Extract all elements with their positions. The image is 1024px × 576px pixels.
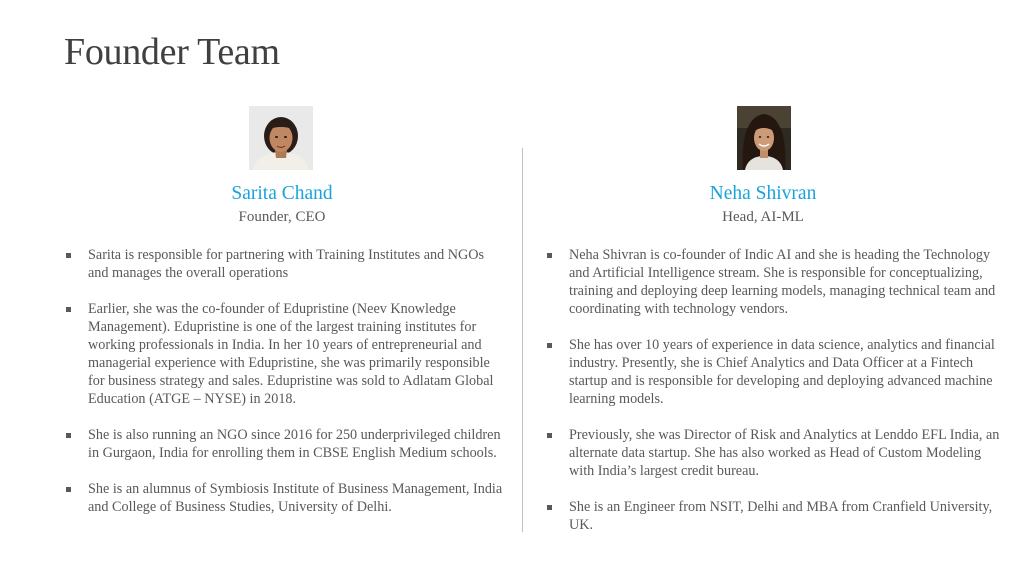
bullet-text: Sarita is responsible for partnering with Training Institutes and NGOs and manages the overall operations <box>88 247 485 281</box>
founder-role: Founder, CEO <box>238 209 326 225</box>
square-bullet-icon <box>547 505 552 510</box>
founder-bullet-list <box>547 246 1009 552</box>
list-item <box>66 426 506 462</box>
bullet-text: She is also running an NGO since 2016 for 250 underprivileged children in Gurgaon, India for enrolling them in CBSE English Medium schools. <box>88 427 501 461</box>
profile-photo-neha-shivran <box>737 106 791 170</box>
bullet-text: Previously, she was Director of Risk and Analytics at Lenddo EFL India, an alternate data startup. She has also worked as Head of Custom Modeling with India’s largest credit bureau. <box>569 427 1000 479</box>
bullet-text: She is an Engineer from NSIT, Delhi and MBA from Cranfield University, UK. <box>569 499 993 533</box>
founder-name: Sarita Chand <box>231 183 333 204</box>
founder-card-neha-shivran <box>523 0 1024 576</box>
list-item <box>547 498 1009 534</box>
list-item <box>547 426 1009 480</box>
list-item <box>547 246 1009 318</box>
page-title: Founder Team <box>64 31 280 73</box>
square-bullet-icon <box>66 253 71 258</box>
list-item <box>547 336 1009 408</box>
bullet-text: Neha Shivran is co-founder of Indic AI and she is heading the Technology and Artificial Intelligence stream. She is responsible for conceptualizing, training and deploying deep learning models, managing technical team and coordinating with technology vendors. <box>569 247 996 317</box>
square-bullet-icon <box>66 433 71 438</box>
profile-photo <box>249 106 313 170</box>
square-bullet-icon <box>66 487 71 492</box>
list-item <box>66 246 506 282</box>
square-bullet-icon <box>547 343 552 348</box>
founder-name: Neha Shivran <box>709 183 817 204</box>
square-bullet-icon <box>547 253 552 258</box>
bullet-text: She has over 10 years of experience in data science, analytics and financial industry. Presently, she is Chief Analytics and Data Officer at a Fintech startup and is responsible for developing and deploying advanced machine learning models. <box>569 337 995 407</box>
square-bullet-icon <box>66 307 71 312</box>
square-bullet-icon <box>547 433 552 438</box>
profile-photo-sarita-chand <box>249 106 313 170</box>
profile-photo <box>737 106 791 170</box>
bullet-text: Earlier, she was the co-founder of Edupristine (Neev Knowledge Management). Edupristine is one of the largest training institutes for working professionals in India. In her 10 years of entrepreneurial and managerial experience with Edupristine, she was primarily responsible for business strategy and sales. Edupristine was sold to Adlatam Global Education (ATGE – NYSE) in 2018. <box>88 301 494 407</box>
list-item <box>66 300 506 408</box>
founder-bullet-list <box>66 246 506 534</box>
founder-role: Head, AI-ML <box>722 209 804 225</box>
bullet-text: She is an alumnus of Symbiosis Institute of Business Management, India and College of Business Studies, University of Delhi. <box>88 481 503 515</box>
list-item <box>66 480 506 516</box>
